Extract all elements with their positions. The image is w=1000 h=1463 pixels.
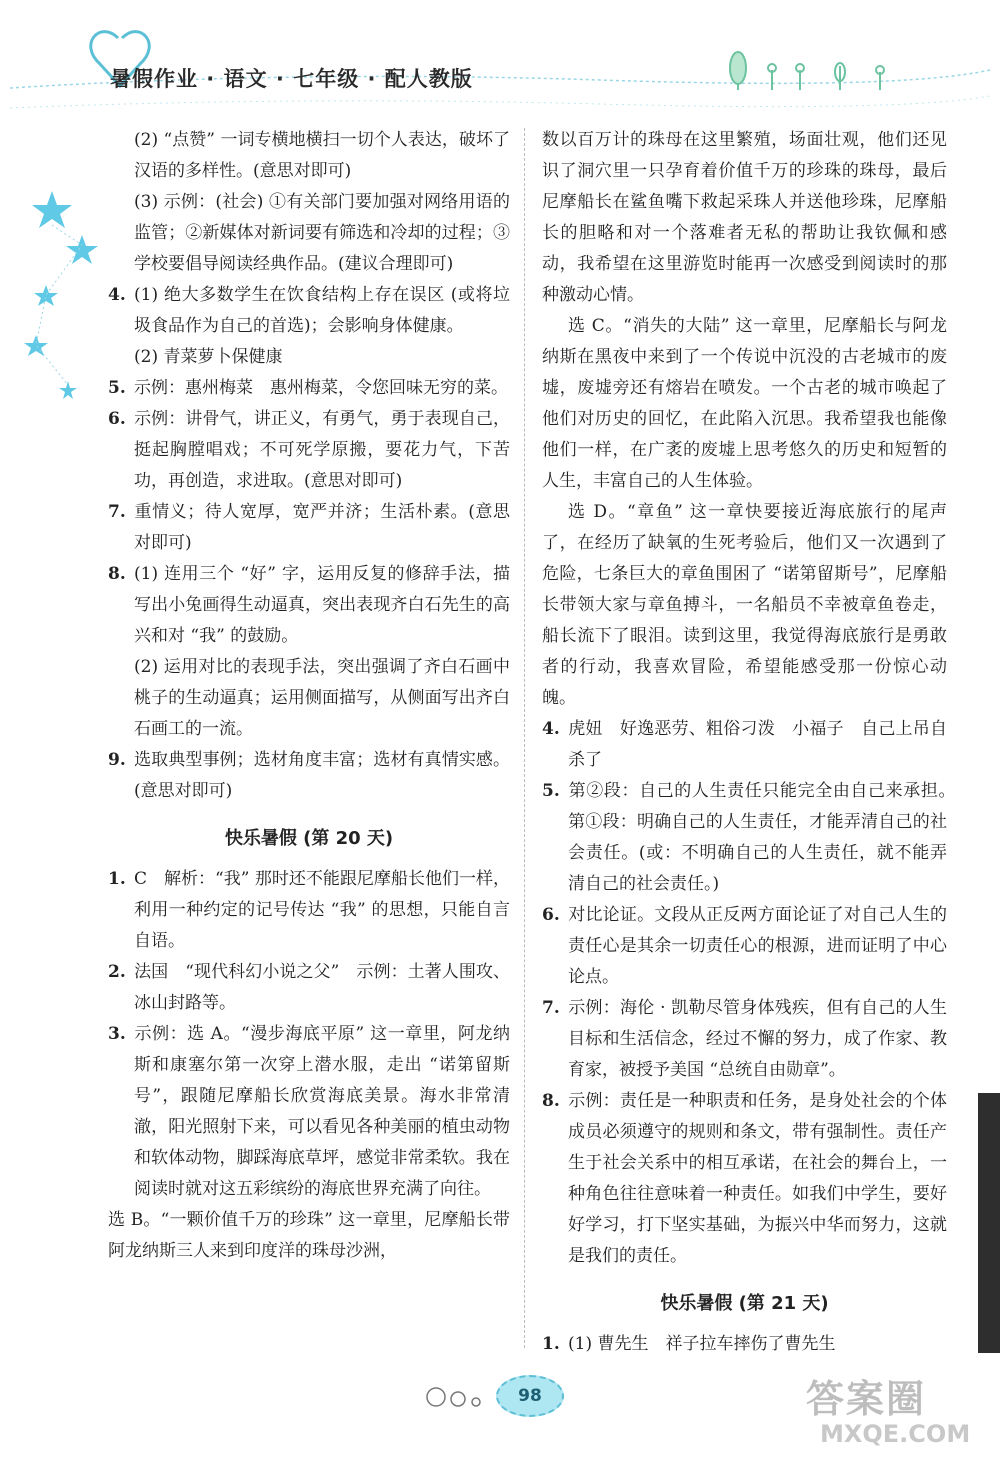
answer-item: 8. (1) 连用三个 “好” 字，运用反复的修辞手法，描写出小兔画得生动逼真，突出表现齐白石先生的高兴和对 “我” 的鼓励。 bbox=[108, 564, 510, 646]
answer-item: (2) 青菜萝卜保健康 bbox=[134, 347, 283, 367]
answer-item: 3. 示例：选 A。“漫步海底平原” 这一章里，阿龙纳斯和康塞尔第一次穿上潜水服，走出 “诺第留斯号”，跟随尼摩船长欣赏海底美景。海水非常清澈，阳光照射下来，可以看见各种美丽的植虫动物和软体动物，脚踩海底草坪，感觉非常柔软。我在阅读时就对这五彩缤纷的海底世界充满了向往。 bbox=[108, 1024, 510, 1199]
header-decoration bbox=[0, 0, 1000, 110]
answer-item: 7. 重情义；待人宽厚，宽严并济；生活朴素。(意思对即可) bbox=[108, 502, 510, 553]
page-number: 98 bbox=[496, 1375, 564, 1417]
answer-item: 选 B。“一颗价值千万的珍珠” 这一章里，尼摩船长带阿龙纳斯三人来到印度洋的珠母沙洲， bbox=[108, 1210, 510, 1261]
answer-item: 数以百万计的珠母在这里繁殖，场面壮观，他们还见识了洞穴里一只孕育着价值千万的珍珠的珠母，最后尼摩船长在鲨鱼嘴下救起采珠人并送他珍珠，尼摩船长的胆略和对一个落难者无私的帮助让我钦佩和感动，我希望在这里游览时能再一次感受到阅读时的那种激动心情。 bbox=[542, 130, 947, 305]
left-column bbox=[108, 125, 510, 1267]
answer-item: 4. 虎妞 好逸恶劳、粗俗刁泼 小福子 自己上吊自杀了 bbox=[542, 719, 947, 770]
watermark-url: MXQE.COM bbox=[820, 1420, 971, 1448]
answer-item: (2) 运用对比的表现手法，突出强调了齐白石画中桃子的生动逼真；运用侧面描写，从侧面写出齐白石画工的一流。 bbox=[134, 657, 510, 739]
column-divider bbox=[524, 128, 525, 1348]
section-heading-day20: 快乐暑假 (第 20 天) bbox=[224, 828, 394, 849]
answer-item: 7. 示例：海伦 · 凯勒尽管身体残疾，但有自己的人生目标和生活信念，经过不懈的努力，成了作家、教育家，被授予美国 “总统自由勋章”。 bbox=[542, 998, 947, 1080]
star-icon bbox=[32, 191, 72, 228]
watermark-logo: 答案圈 bbox=[806, 1377, 927, 1421]
answer-item: 6. 对比论证。文段从正反两方面论证了对自己人生的责任心是其余一切责任心的根源，进而证明了中心论点。 bbox=[542, 905, 947, 987]
answer-item: 1. C 解析：“我” 那时还不能跟尼摩船长他们一样，利用一种约定的记号传达 “我” 的思想，只能自言自语。 bbox=[108, 869, 510, 951]
answer-item: 4. (1) 绝大多数学生在饮食结构上存在误区 (或将垃圾食品作为自己的首选)；会影响身体健康。 bbox=[108, 285, 510, 336]
answer-item: 5. 第②段：自己的人生责任只能完全由自己来承担。 第①段：明确自己的人生责任，才能弄清自己的社会责任。(或：不明确自己的人生责任，就不能弄清自己的社会责任。) bbox=[542, 781, 964, 894]
star-icon bbox=[66, 235, 98, 264]
answer-item: 选 D。“章鱼” 这一章快要接近海底旅行的尾声了，在经历了缺氧的生死考验后，他们又一次遇到了危险，七条巨大的章鱼围困了 “诺第留斯号”，尼摩船长带领大家与章鱼搏斗，一名船员不幸被章鱼卷走，船长流下了眼泪。读到这里，我觉得海底旅行是勇敢者的行动，我喜欢冒险，希望能感受那一份惊心动魄。 bbox=[542, 502, 947, 708]
answer-item: 8. 示例：责任是一种职责和任务，是身处社会的个体成员必须遵守的规则和条文，带有强制性。责任产生于社会关系中的相互承诺，在社会的舞台上，一种角色往往意味着一种责任。如我们中学生，要好好学习，打下坚实基础，为振兴中华而努力，这就是我们的责任。 bbox=[542, 1091, 947, 1266]
star-decorations bbox=[20, 185, 120, 505]
side-tab bbox=[978, 1093, 1000, 1353]
answer-item: 6. 示例：讲骨气，讲正义，有勇气，勇于表现自己，挺起胸膛唱戏；不可死学原搬，要花力气，下苦功，再创造，求进取。(意思对即可) bbox=[108, 409, 510, 491]
star-icon bbox=[24, 335, 48, 356]
answer-item: 9. 选取典型事例；选材角度丰富；选材有真情实感。(意思对即可) bbox=[108, 750, 510, 801]
right-column bbox=[542, 125, 964, 1360]
answer-item: (3) 示例：(社会) ①有关部门要加强对网络用语的监管；②新媒体对新词要有筛选和冷却的过程；③学校要倡导阅读经典作品。(建议合理即可) bbox=[134, 192, 510, 274]
section-heading-day21: 快乐暑假 (第 21 天) bbox=[660, 1293, 829, 1314]
footer-bubbles-icon bbox=[418, 1375, 498, 1415]
page-header bbox=[0, 0, 1000, 110]
answer-item: 选 C。“消失的大陆” 这一章里，尼摩船长与阿龙纳斯在黑夜中来到了一个传说中沉没的古老城市的废墟，废墟旁还有熔岩在喷发。一个古老的城市唤起了他们对历史的回忆，在此陷入沉思。我希望我也能像他们一样，在广袤的废墟上思考悠久的历史和短暂的人生，丰富自己的人生体验。 bbox=[542, 316, 947, 491]
answer-item: 2. 法国 “现代科幻小说之父” 示例：土著人围攻、冰山封路等。 bbox=[108, 962, 510, 1013]
header-title: 暑假作业 · 语文 · 七年级 · 配人教版 bbox=[110, 67, 473, 91]
answer-item: (2) “点赞” 一词专横地横扫一切个人表达，破坏了汉语的多样性。(意思对即可) bbox=[134, 130, 510, 181]
star-icon bbox=[34, 285, 58, 306]
star-icon bbox=[59, 381, 77, 399]
answer-item: 1. (1) 曹先生 祥子拉车摔伤了曹先生 bbox=[542, 1334, 836, 1354]
answer-item: 5. 示例：惠州梅菜 惠州梅菜，令您回味无穷的菜。 bbox=[108, 378, 508, 398]
